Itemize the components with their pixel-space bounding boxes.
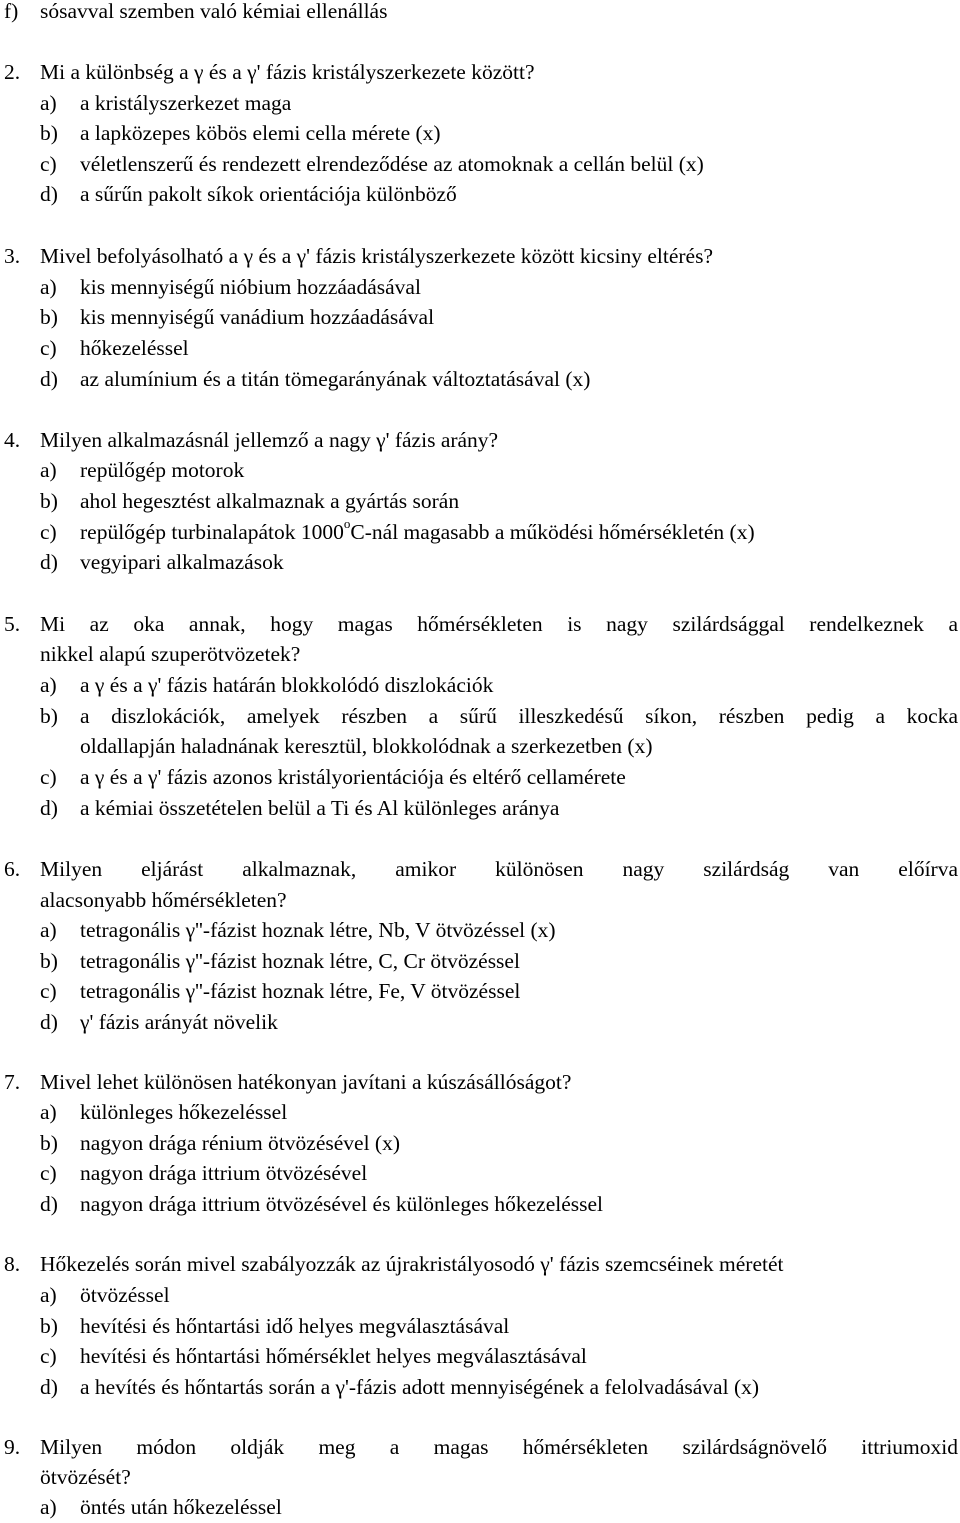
- answer-label: a): [40, 91, 57, 115]
- answer-label: a): [40, 1100, 57, 1124]
- answer-text: a kémiai összetételen belül a Ti és Al különleges aránya: [80, 796, 560, 820]
- answer-text: tetragonális γ''-fázist hoznak létre, Fe, V ötvözéssel: [80, 979, 521, 1003]
- question-number: 4.: [4, 428, 21, 452]
- answer-label: c): [40, 520, 57, 544]
- answer-label: b): [40, 704, 58, 728]
- question-number: 9.: [4, 1435, 21, 1459]
- answer-text: kis mennyiségű nióbium hozzáadásával: [80, 275, 421, 299]
- answer-label: d): [40, 550, 58, 574]
- answer-label: c): [40, 1344, 57, 1368]
- answer-label: d): [40, 1192, 58, 1216]
- question-number: 8.: [4, 1252, 21, 1276]
- answer-label: c): [40, 152, 57, 176]
- question-number: 3.: [4, 244, 21, 268]
- answer-text: véletlenszerű és rendezett elrendeződése az atomoknak a cellán belül (x): [80, 152, 704, 176]
- answer-label: c): [40, 765, 57, 789]
- answer-label: c): [40, 979, 57, 1003]
- answer-text: nagyon drága rénium ötvözésével (x): [80, 1131, 400, 1155]
- answer-label: b): [40, 489, 58, 513]
- answer-label: b): [40, 1131, 58, 1155]
- answer-text: az alumínium és a titán tömegarányának változtatásával (x): [80, 367, 591, 391]
- question-text: nikkel alapú szuperötvözetek?: [40, 642, 301, 666]
- answer-label: d): [40, 182, 58, 206]
- question-text: ötvözését?: [40, 1465, 131, 1489]
- answer-text: hevítési és hőntartási idő helyes megválasztásával: [80, 1314, 510, 1338]
- answer-text: [80, 517, 755, 548]
- question-text: alacsonyabb hőmérsékleten?: [40, 888, 287, 912]
- answer-text: tetragonális γ''-fázist hoznak létre, C, Cr ötvözéssel: [80, 949, 520, 973]
- answer-text: a lapközepes köbös elemi cella mérete (x): [80, 121, 441, 145]
- answer-text-part: C-nál magasabb a működési hőmérsékletén (x): [350, 520, 755, 544]
- answer-text: ahol hegesztést alkalmaznak a gyártás során: [80, 489, 460, 513]
- answer-text: sósavval szemben való kémiai ellenállás: [40, 0, 388, 23]
- answer-text: különleges hőkezeléssel: [80, 1100, 288, 1124]
- question-text: Milyen módon oldják meg a magas hőmérsékleten szilárdságnövelő ittriumoxid: [40, 1435, 958, 1459]
- answer-text: öntés után hőkezeléssel: [80, 1495, 282, 1519]
- answer-label: a): [40, 1283, 57, 1307]
- answer-text: a sűrűn pakolt síkok orientációja különböző: [80, 182, 457, 206]
- answer-label: b): [40, 121, 58, 145]
- question-text: Mivel befolyásolható a γ és a γ' fázis kristályszerkezete között kicsiny eltérés?: [40, 244, 713, 268]
- question-number: 5.: [4, 612, 21, 636]
- answer-label: d): [40, 1010, 58, 1034]
- question-text: Milyen alkalmazásnál jellemző a nagy γ' fázis arány?: [40, 428, 499, 452]
- answer-label: b): [40, 1314, 58, 1338]
- answer-text: γ' fázis arányát növelik: [80, 1010, 278, 1034]
- answer-text: oldallapján haladnának keresztül, blokkolódnak a szerkezetben (x): [80, 734, 653, 758]
- question-number: 7.: [4, 1070, 21, 1094]
- question-text: Mi a különbség a γ és a γ' fázis kristályszerkezete között?: [40, 60, 535, 84]
- answer-text: hevítési és hőntartási hőmérséklet helyes megválasztásával: [80, 1344, 587, 1368]
- question-number: 2.: [4, 60, 21, 84]
- answer-text: tetragonális γ''-fázist hoznak létre, Nb, V ötvözéssel (x): [80, 918, 556, 942]
- answer-text: a diszlokációk, amelyek részben a sűrű illeszkedésű síkon, részben pedig a kocka: [80, 704, 958, 728]
- answer-label: c): [40, 1161, 57, 1185]
- answer-label: a): [40, 673, 57, 697]
- answer-text: ötvözéssel: [80, 1283, 170, 1307]
- answer-label: a): [40, 918, 57, 942]
- answer-text-part: repülőgép turbinalapátok 1000: [80, 520, 344, 544]
- answer-text: kis mennyiségű vanádium hozzáadásával: [80, 305, 435, 329]
- answer-text: a hevítés és hőntartás során a γ'-fázis adott mennyiségének a felolvadásával (x): [80, 1375, 760, 1399]
- answer-text: nagyon drága ittrium ötvözésével: [80, 1161, 368, 1185]
- answer-text: a γ és a γ' fázis azonos kristályorientációja és eltérő cellamérete: [80, 765, 626, 789]
- answer-label: a): [40, 1495, 57, 1519]
- question-text: Mi az oka annak, hogy magas hőmérsékleten is nagy szilárdsággal rendelkeznek a: [40, 612, 958, 636]
- answer-label: d): [40, 367, 58, 391]
- answer-label: c): [40, 336, 57, 360]
- answer-label: b): [40, 305, 58, 329]
- answer-text: repülőgép motorok: [80, 458, 245, 482]
- question-text: Milyen eljárást alkalmaznak, amikor különösen nagy szilárdság van előírva: [40, 857, 958, 881]
- question-text: Mivel lehet különösen hatékonyan javítani a kúszásállóságot?: [40, 1070, 572, 1094]
- answer-text: hőkezeléssel: [80, 336, 189, 360]
- degree-superscript: o: [343, 515, 351, 531]
- answer-label: d): [40, 796, 58, 820]
- answer-text: nagyon drága ittrium ötvözésével és különleges hőkezeléssel: [80, 1192, 604, 1216]
- answer-label: a): [40, 275, 57, 299]
- question-text: Hőkezelés során mivel szabályozzák az újrakristályosodó γ' fázis szemcséinek méretét: [40, 1252, 784, 1276]
- answer-text: a kristályszerkezet maga: [80, 91, 292, 115]
- answer-text: vegyipari alkalmazások: [80, 550, 284, 574]
- answer-text: a γ és a γ' fázis határán blokkolódó diszlokációk: [80, 673, 494, 697]
- answer-label: b): [40, 949, 58, 973]
- answer-label: f): [4, 0, 19, 23]
- question-number: 6.: [4, 857, 21, 881]
- answer-label: d): [40, 1375, 58, 1399]
- answer-label: a): [40, 458, 57, 482]
